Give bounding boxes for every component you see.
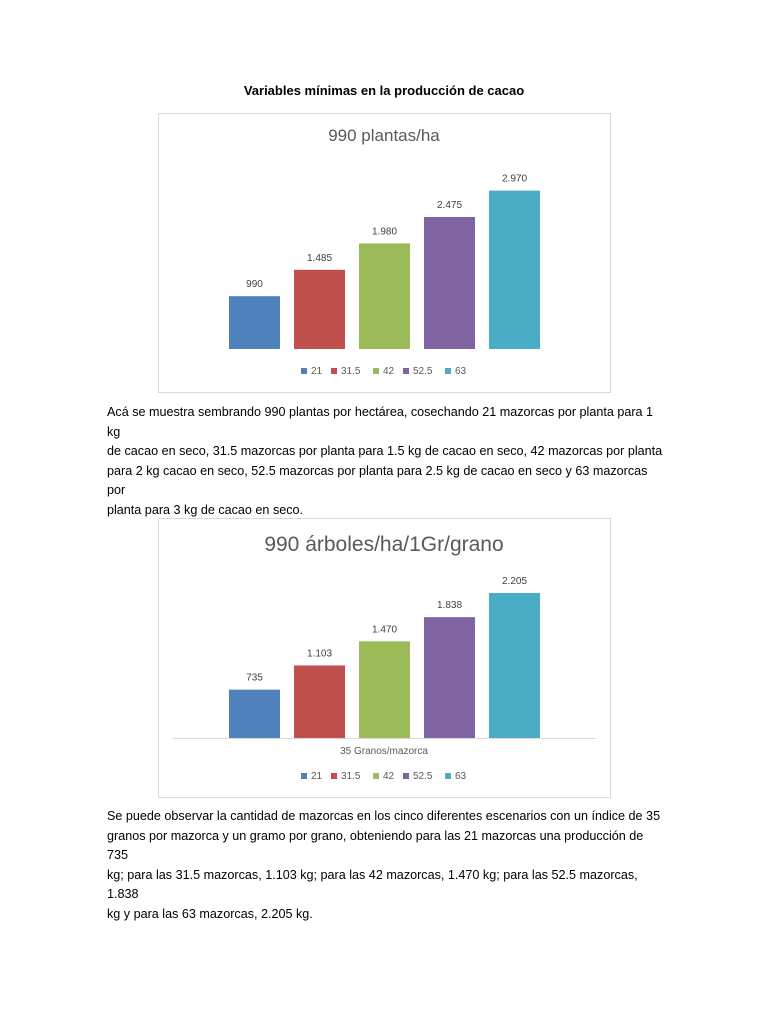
data-label: 1.103 bbox=[306, 648, 333, 660]
bar-52.5 bbox=[424, 617, 475, 738]
legend-label: 52.5 bbox=[413, 771, 433, 782]
bar-42 bbox=[359, 243, 410, 349]
data-label: 1.838 bbox=[436, 600, 463, 612]
legend-swatch bbox=[373, 368, 379, 374]
paragraph-line: Acá se muestra sembrando 990 plantas por hectárea, cosechando 21 mazorcas por planta para 1 kg bbox=[107, 405, 654, 439]
legend-label: 42 bbox=[383, 366, 395, 377]
chart-plantas-por-ha bbox=[158, 113, 611, 393]
document-title: Variables mínimas en la producción de cacao bbox=[243, 83, 525, 98]
legend-swatch bbox=[301, 773, 307, 779]
legend-label: 42 bbox=[383, 771, 395, 782]
category-label: 35 Granos/mazorca bbox=[340, 746, 428, 757]
legend-label: 63 bbox=[455, 366, 467, 377]
legend-swatch bbox=[403, 368, 409, 374]
chart-title: 990 árboles/ha/1Gr/grano bbox=[264, 533, 504, 556]
legend-label: 52.5 bbox=[413, 366, 433, 377]
bar-52.5 bbox=[424, 217, 475, 349]
legend-swatch bbox=[331, 368, 337, 374]
paragraph-line: granos por mazorca y un gramo por grano, obteniendo para las 21 mazorcas una producción de 735 bbox=[107, 828, 644, 863]
paragraph-line: kg y para las 63 mazorcas, 2.205 kg. bbox=[107, 906, 313, 921]
legend-label: 31.5 bbox=[341, 366, 361, 377]
chart-title: 990 plantas/ha bbox=[328, 126, 440, 145]
bar-42 bbox=[359, 641, 410, 738]
paragraph-mazorcas bbox=[107, 807, 667, 925]
bar-63 bbox=[489, 593, 540, 738]
chart-arboles-por-ha bbox=[158, 518, 611, 798]
chart-arboles-por-ha-svg bbox=[159, 519, 610, 797]
bar-21 bbox=[229, 296, 280, 349]
data-label: 2.475 bbox=[436, 200, 463, 211]
bar-21 bbox=[229, 690, 280, 738]
data-label: 1.485 bbox=[306, 252, 333, 264]
data-label: 1.470 bbox=[371, 624, 398, 636]
legend-swatch bbox=[301, 368, 307, 374]
legend-label: 63 bbox=[455, 771, 467, 782]
paragraph-line: de cacao en seco, 31.5 mazorcas por planta para 1.5 kg de cacao en seco, 42 mazorcas por planta bbox=[107, 444, 663, 459]
data-label: 990 bbox=[246, 279, 263, 291]
data-label: 2.205 bbox=[501, 576, 528, 587]
legend-swatch bbox=[445, 368, 451, 374]
legend-swatch bbox=[373, 773, 379, 779]
legend-swatch bbox=[331, 773, 337, 779]
legend-label: 31.5 bbox=[341, 771, 361, 782]
data-label: 2.970 bbox=[501, 173, 528, 185]
paragraph-line: Se puede observar la cantidad de mazorcas en los cinco diferentes escenarios con un índice de 35 bbox=[107, 809, 661, 823]
data-label: 735 bbox=[246, 672, 263, 684]
bar-31.5 bbox=[294, 270, 345, 349]
paragraph-line: para 2 kg cacao en seco, 52.5 mazorcas por planta para 2.5 kg de cacao en seco y 63 mazorcas por bbox=[107, 463, 648, 498]
legend-swatch bbox=[445, 773, 451, 779]
legend-label: 21 bbox=[311, 366, 323, 377]
bar-63 bbox=[489, 191, 540, 349]
paragraph-line: planta para 3 kg de cacao en seco. bbox=[107, 502, 304, 517]
bar-31.5 bbox=[294, 665, 345, 738]
legend-swatch bbox=[403, 773, 409, 779]
legend-label: 21 bbox=[311, 771, 323, 782]
paragraph-plantas bbox=[107, 403, 667, 521]
chart-plantas-por-ha-svg bbox=[159, 114, 610, 392]
data-label: 1.980 bbox=[371, 226, 398, 238]
paragraph-line: kg; para las 31.5 mazorcas, 1.103 kg; para las 42 mazorcas, 1.470 kg; para las 52.5 mazorcas, 1.838 bbox=[107, 867, 638, 902]
